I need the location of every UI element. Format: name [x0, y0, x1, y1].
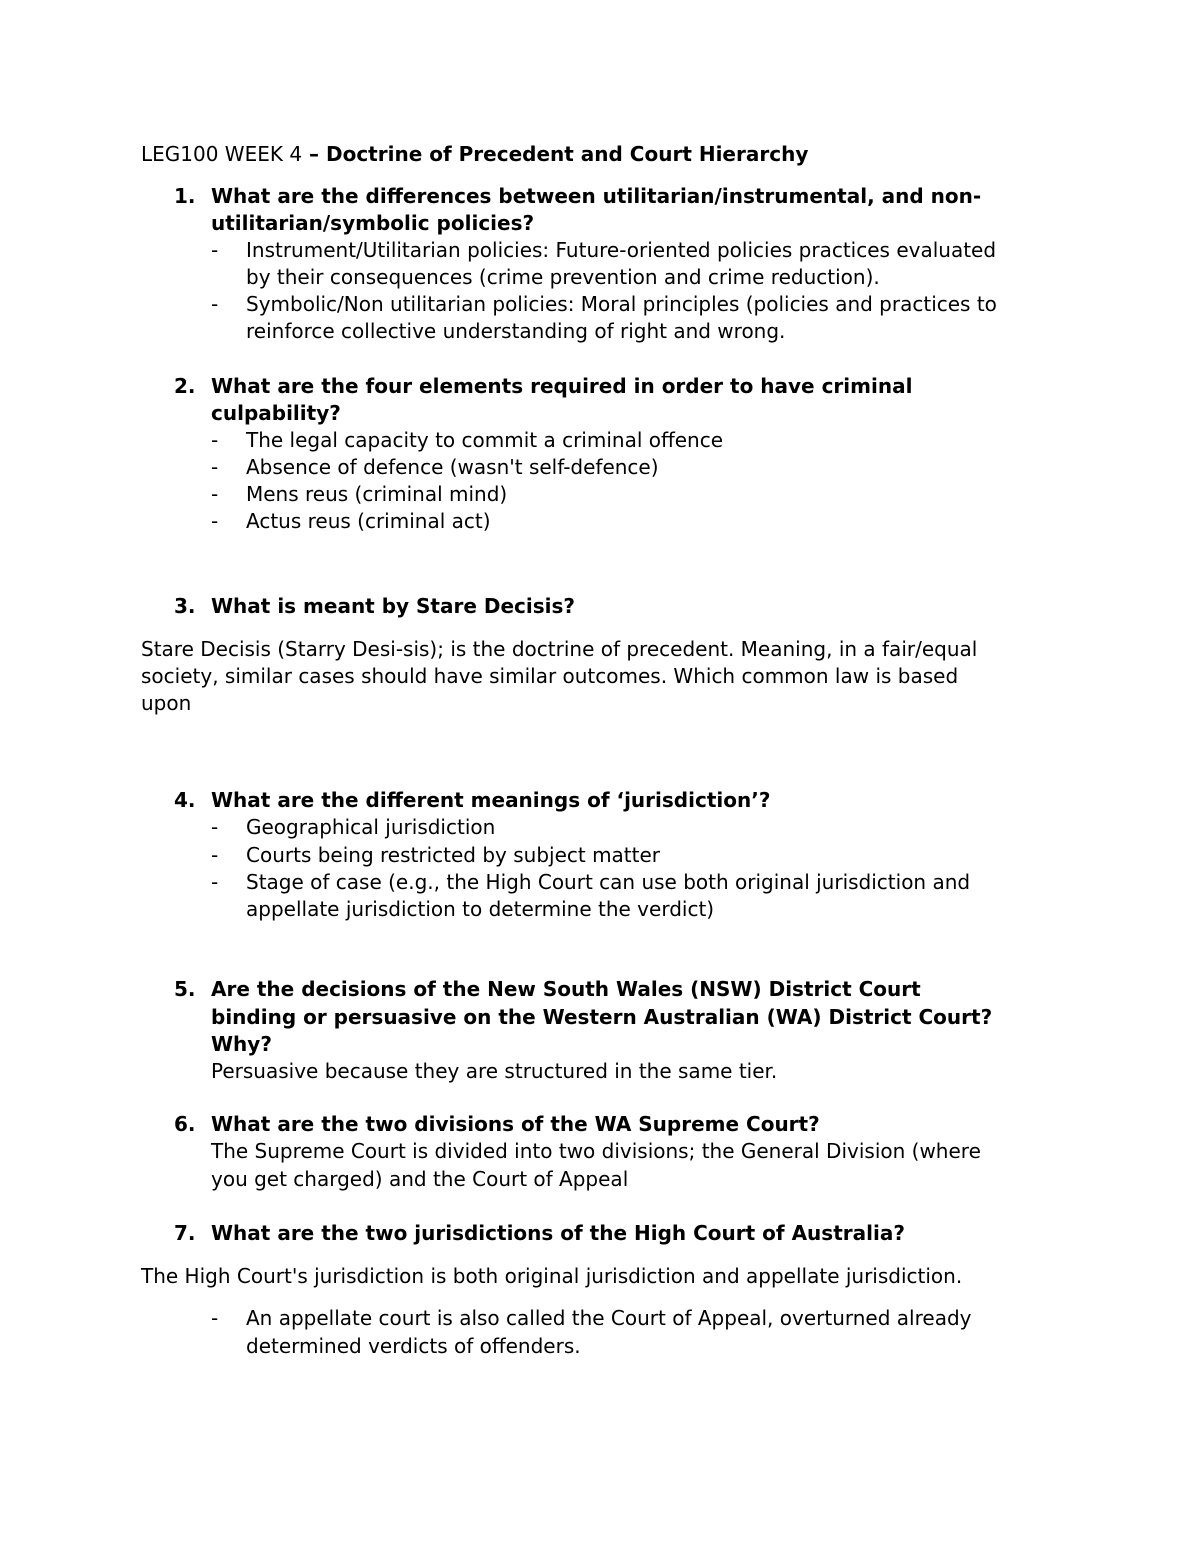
- q4-bullet-1-marker: -: [211, 815, 219, 839]
- q4-bullet-3-line-1: Stage of case (e.g., the High Court can use both original jurisdiction and: [246, 870, 971, 894]
- q7-bullet-1-line-1: An appellate court is also called the Court of Appeal, overturned already: [246, 1306, 972, 1330]
- q2-bullet-2-marker: -: [211, 455, 219, 479]
- q2-bullet-2: Absence of defence (wasn't self-defence): [246, 455, 659, 479]
- q1-bullet-2-line-2: reinforce collective understanding of right and wrong.: [246, 319, 786, 343]
- q4-bullet-2: Courts being restricted by subject matter: [246, 843, 661, 867]
- q4-bullet-2-marker: -: [211, 843, 219, 867]
- q3-answer-line-2: society, similar cases should have similar outcomes. Which common law is based: [141, 664, 959, 688]
- q7-question: What are the two jurisdictions of the High Court of Australia?: [211, 1221, 905, 1245]
- q7-number: 7.: [174, 1221, 196, 1245]
- q3-answer-line-3: upon: [141, 691, 192, 715]
- title-code: LEG100 WEEK 4: [141, 142, 303, 166]
- q4-question: What are the different meanings of ‘jurisdiction’?: [211, 788, 771, 812]
- q6-number: 6.: [174, 1112, 196, 1136]
- q7-bullet-1-marker: -: [211, 1306, 219, 1330]
- q5-answer: Persuasive because they are structured in the same tier.: [211, 1059, 778, 1083]
- title-rest: – Doctrine of Precedent and Court Hierarchy: [302, 142, 809, 166]
- q5-question-line-3: Why?: [211, 1032, 272, 1056]
- q3-answer-line-1: Stare Decisis (Starry Desi-sis); is the doctrine of precedent. Meaning, in a fair/equal: [141, 637, 978, 661]
- q1-bullet-1-marker: -: [211, 238, 219, 262]
- q1-bullet-2-marker: -: [211, 292, 219, 316]
- q2-bullet-4: Actus reus (criminal act): [246, 509, 491, 533]
- q2-bullet-1: The legal capacity to commit a criminal offence: [246, 428, 724, 452]
- q6-question: What are the two divisions of the WA Supreme Court?: [211, 1112, 820, 1136]
- q1-bullet-2-line-1: Symbolic/Non utilitarian policies: Moral principles (policies and practices to: [246, 292, 997, 316]
- q6-answer-line-1: The Supreme Court is divided into two divisions; the General Division (where: [211, 1139, 981, 1163]
- q6-answer-line-2: you get charged) and the Court of Appeal: [211, 1167, 629, 1191]
- q1-question-line-1: What are the differences between utilitarian/instrumental, and non-: [211, 184, 982, 208]
- q5-question-line-2: binding or persuasive on the Western Australian (WA) District Court?: [211, 1005, 993, 1029]
- q4-bullet-1: Geographical jurisdiction: [246, 815, 496, 839]
- q1-bullet-1-line-2: by their consequences (crime prevention and crime reduction).: [246, 265, 880, 289]
- q2-question-line-2: culpability?: [211, 401, 341, 425]
- q7-answer: The High Court's jurisdiction is both original jurisdiction and appellate jurisdiction.: [141, 1264, 963, 1288]
- q4-number: 4.: [174, 788, 196, 812]
- q2-bullet-3-marker: -: [211, 482, 219, 506]
- q1-number: 1.: [174, 184, 196, 208]
- q4-bullet-3-marker: -: [211, 870, 219, 894]
- q5-question-line-1: Are the decisions of the New South Wales (NSW) District Court: [211, 977, 921, 1001]
- document-title: [141, 141, 808, 168]
- q2-bullet-3: Mens reus (criminal mind): [246, 482, 508, 506]
- q2-bullet-1-marker: -: [211, 428, 219, 452]
- q1-bullet-1-line-1: Instrument/Utilitarian policies: Future-oriented policies practices evaluated: [246, 238, 997, 262]
- q4-bullet-3-line-2: appellate jurisdiction to determine the verdict): [246, 897, 715, 921]
- q1-question-line-2: utilitarian/symbolic policies?: [211, 211, 535, 235]
- q5-number: 5.: [174, 977, 196, 1001]
- q2-question-line-1: What are the four elements required in order to have criminal: [211, 374, 913, 398]
- q3-number: 3.: [174, 594, 196, 618]
- q3-question: What is meant by Stare Decisis?: [211, 594, 576, 618]
- q2-number: 2.: [174, 374, 196, 398]
- q2-bullet-4-marker: -: [211, 509, 219, 533]
- q7-bullet-1-line-2: determined verdicts of offenders.: [246, 1334, 581, 1358]
